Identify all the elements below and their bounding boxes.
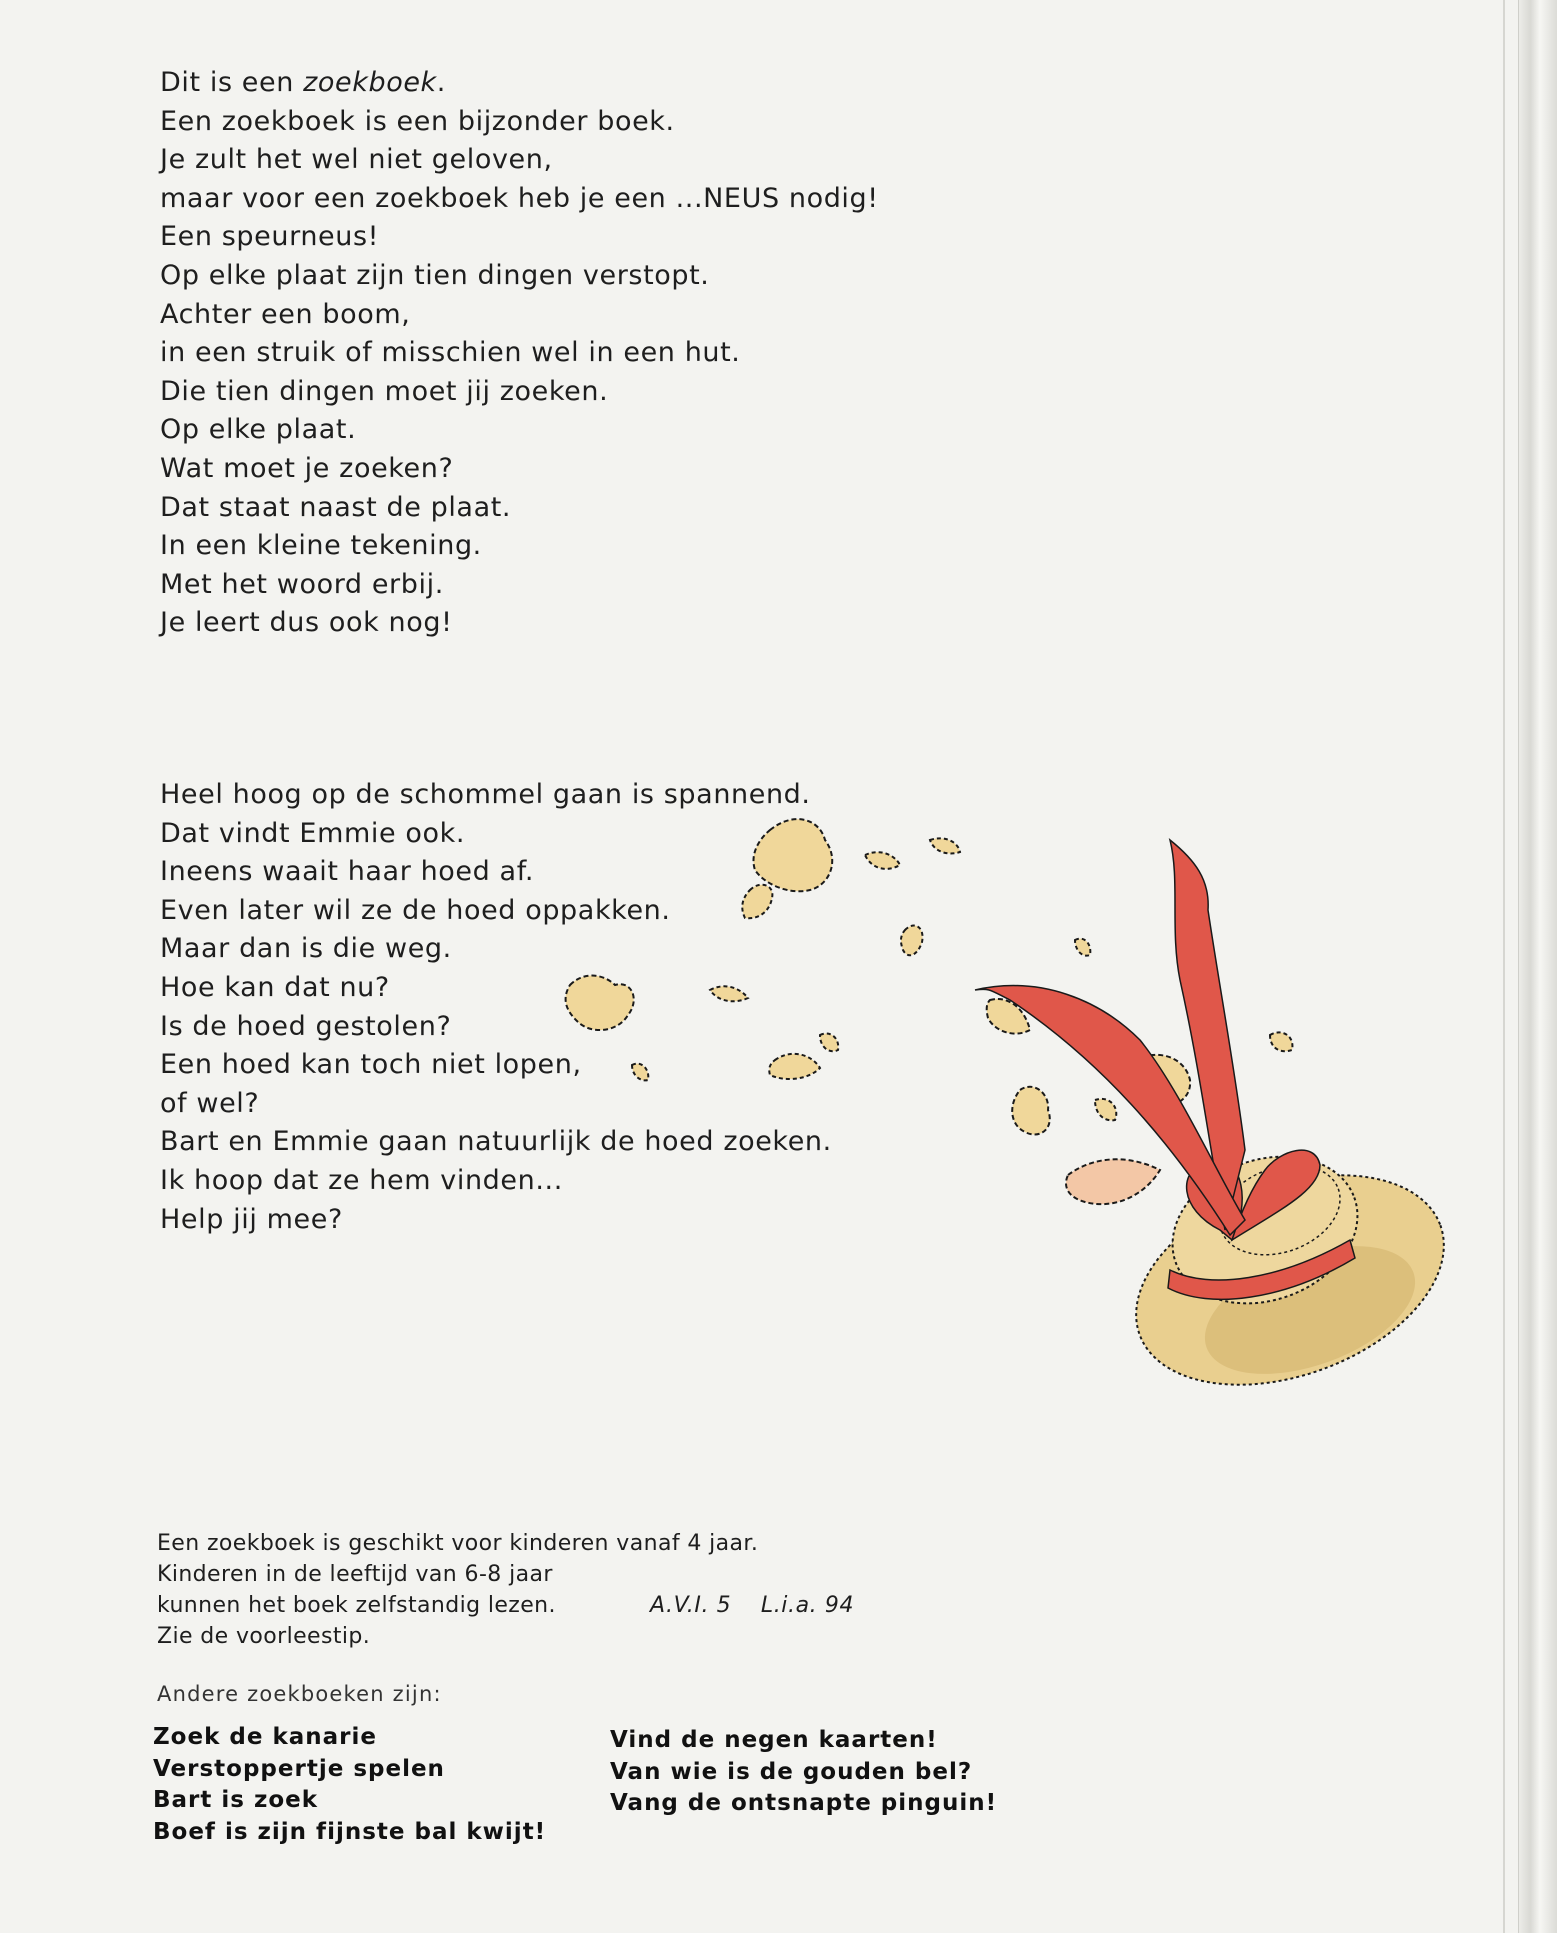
story-line-1: Dat vindt Emmie ook. bbox=[160, 817, 466, 849]
leaf bbox=[753, 819, 832, 891]
story-line-3: Even later wil ze de hoed oppakken. bbox=[160, 894, 671, 926]
intro-line-7: in een struik of misschien wel in een hut. bbox=[160, 337, 741, 369]
leaf bbox=[1095, 1099, 1116, 1120]
intro-line-8: Die tien dingen moet jij zoeken. bbox=[160, 375, 609, 407]
intro-line-11: Dat staat naast de plaat. bbox=[160, 491, 512, 523]
intro-text bbox=[160, 64, 879, 643]
book-title: Zoek de kanarie bbox=[153, 1724, 377, 1750]
story-line-6: Is de hoed gestolen? bbox=[160, 1010, 452, 1042]
book-title: Vind de negen kaarten! bbox=[610, 1727, 938, 1753]
info-line-2: kunnen het boek zelfstandig lezen. bbox=[157, 1593, 556, 1618]
story-line-8: of wel? bbox=[160, 1087, 260, 1119]
story-line-7: Een hoed kan toch niet lopen, bbox=[160, 1049, 582, 1081]
info-line-1: Kinderen in de leeftijd van 6-8 jaar bbox=[157, 1562, 553, 1587]
intro-line-10: Wat moet je zoeken? bbox=[160, 452, 454, 484]
leaf bbox=[632, 1064, 648, 1081]
book-title: Verstoppertje spelen bbox=[153, 1755, 445, 1782]
intro-line-6: Achter een boom, bbox=[160, 298, 411, 330]
intro-line-12: In een kleine tekening. bbox=[160, 530, 482, 562]
intro-line-14: Je leert dus ook nog! bbox=[160, 607, 453, 639]
leaf bbox=[901, 926, 923, 956]
leaf bbox=[710, 986, 748, 1001]
leaf bbox=[566, 976, 634, 1031]
story-line-0: Heel hoog op de schommel gaan is spannend. bbox=[160, 779, 811, 810]
leaf-pink bbox=[1066, 1159, 1160, 1204]
story-line-4: Maar dan is die weg. bbox=[160, 933, 452, 965]
spine-crease bbox=[1503, 0, 1505, 1933]
leaf bbox=[769, 1054, 820, 1079]
leaf bbox=[930, 838, 960, 853]
other-books-right bbox=[610, 1725, 997, 1820]
book-spine bbox=[1518, 0, 1557, 1933]
leaf bbox=[865, 852, 900, 869]
intro-line-1: Een zoekboek is een bijzonder boek. bbox=[160, 105, 675, 137]
info-line-3: Zie de voorleestip. bbox=[157, 1624, 371, 1649]
book-title: Bart is zoek bbox=[153, 1787, 319, 1813]
leaf bbox=[742, 885, 772, 919]
story-line-11: Help jij mee? bbox=[160, 1203, 343, 1235]
story-line-10: Ik hoop dat ze hem vinden... bbox=[160, 1164, 563, 1196]
lia-level: L.i.a. 94 bbox=[760, 1593, 855, 1618]
other-books-left bbox=[153, 1722, 546, 1848]
info-line-0: Een zoekboek is geschikt voor kinderen vanaf 4 jaar. bbox=[157, 1531, 759, 1556]
leaf bbox=[1012, 1087, 1050, 1135]
other-books-label: Andere zoekboeken zijn: bbox=[157, 1682, 442, 1706]
story-line-5: Hoe kan dat nu? bbox=[160, 971, 390, 1003]
intro-line-9: Op elke plaat. bbox=[160, 414, 357, 446]
avi-level: A.V.I. 5 bbox=[650, 1593, 732, 1618]
intro-line-3: maar voor een zoekboek heb je een ...NEUS nodig! bbox=[160, 182, 879, 214]
story-line-9: Bart en Emmie gaan natuurlijk de hoed zoeken. bbox=[160, 1126, 832, 1158]
intro-line-2: Je zult het wel niet geloven, bbox=[160, 144, 553, 176]
leaf bbox=[1075, 939, 1090, 956]
reading-level bbox=[650, 1590, 876, 1621]
zoekboek-emphasis: zoekboek bbox=[303, 67, 437, 98]
leaf bbox=[1270, 1032, 1292, 1051]
book-title: Van wie is de gouden bel? bbox=[610, 1758, 973, 1785]
book-title: Vang de ontsnapte pinguin! bbox=[610, 1790, 998, 1816]
intro-line-13: Met het woord erbij. bbox=[160, 568, 444, 600]
intro-line-0: Dit is een zoekboek. bbox=[160, 67, 446, 98]
story-line-2: Ineens waait haar hoed af. bbox=[160, 856, 535, 888]
book-title: Boef is zijn fijnste bal kwijt! bbox=[153, 1818, 547, 1845]
hat-illustration bbox=[520, 810, 1460, 1430]
intro-line-5: Op elke plaat zijn tien dingen verstopt. bbox=[160, 259, 710, 291]
leaf bbox=[820, 1033, 838, 1051]
intro-line-4: Een speurneus! bbox=[160, 221, 380, 253]
